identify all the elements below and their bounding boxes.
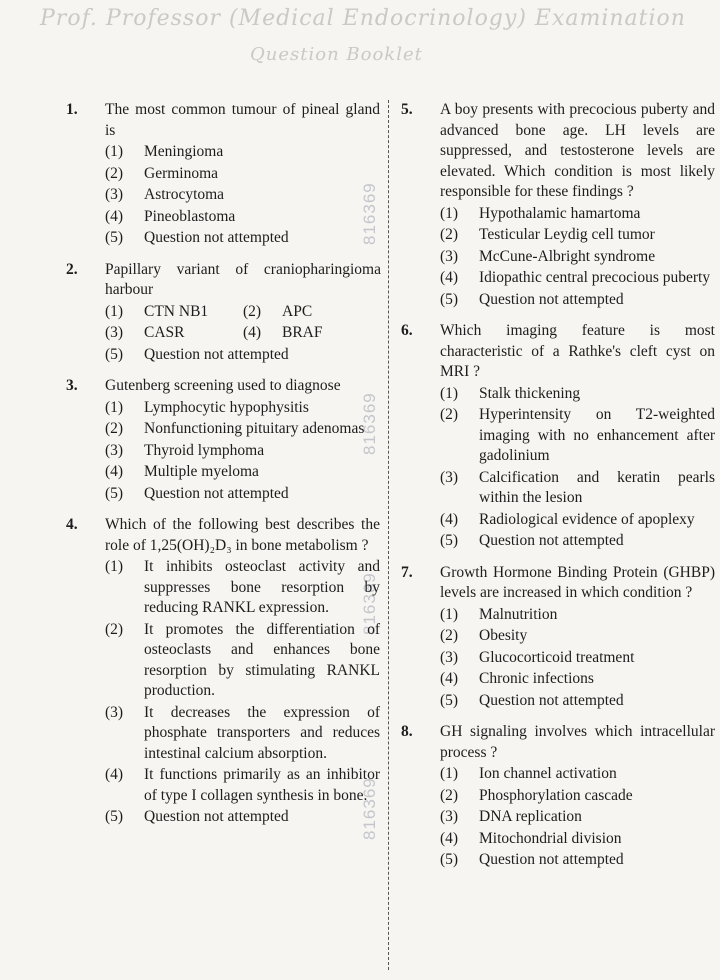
option [105,620,380,702]
option-number: (4) [243,324,262,341]
option [440,626,715,647]
watermark: 816369 [360,777,379,840]
option-number: (1) [105,558,124,575]
option-text: APC [282,302,313,320]
option-text: It inhibits osteoclast activity and suppresses bone resorption by reducing RANKL expression. [144,558,380,616]
option-number: (1) [440,204,459,222]
question-stem: Which of the following best describes the role of 1,25(OH)₂D₃ in bone metabolism ? [105,516,380,554]
option-text: BRAF [282,324,323,341]
option-number: (5) [440,691,459,709]
question-stem: A boy presents with precocious puberty and advanced bone age. LH levels are suppressed, and testosterone levels are elevated. Which condition is most likely responsible for these findings ? [440,101,715,200]
question-stem: The most common tumour of pineal gland is [105,101,380,139]
option-text: Question not attempted [479,691,624,709]
question-8 [401,722,715,871]
option [105,703,380,765]
option-number: (4) [440,269,459,286]
option-text: Chronic infections [479,670,594,687]
option-number: (3) [440,808,459,825]
option [243,323,381,344]
question-2 [66,260,380,366]
option [105,345,381,366]
options-list [105,557,380,828]
option [440,829,715,850]
option-number: (2) [440,406,459,423]
watermark: 816369 [360,182,379,245]
option [440,605,715,626]
option [105,441,380,462]
options-list [105,142,380,249]
option-number: (1) [105,302,124,320]
option [440,468,715,509]
option [440,405,715,467]
question-4 [66,515,380,828]
option-text: Question not attempted [144,484,289,502]
option-number: (3) [440,247,459,265]
option-number: (2) [440,627,459,644]
option-number: (5) [105,345,124,363]
option [440,290,715,311]
option [105,302,243,323]
option-number: (5) [105,808,124,825]
option-text: Lymphocytic hypophysitis [144,398,309,416]
option-text: Hyperintensity on T2-weighted imaging with no enhancement after gadolinium [479,406,715,464]
option-text: McCune-Albright syndrome [479,247,656,265]
option-number: (4) [440,510,459,528]
option-text: Question not attempted [479,290,624,308]
option-number: (4) [105,207,124,225]
option [105,185,380,206]
question-7 [401,563,715,712]
option-number: (2) [105,164,124,182]
column-divider [388,100,389,970]
option [440,531,715,552]
option-text: Stalk thickening [479,384,581,402]
watermark: 816369 [360,392,379,455]
option [440,648,715,669]
watermark: 816369 [360,572,379,635]
option [440,247,715,268]
option [105,462,380,483]
question-5 [401,100,715,310]
option-number: (3) [440,468,459,486]
option-text: Question not attempted [479,851,624,868]
question-number: 4. [66,516,78,533]
option [105,398,380,419]
option [105,207,380,228]
faded-header-line-2: Question Booklet [250,44,423,65]
question-number: 6. [401,322,413,339]
option-number: (2) [105,620,124,638]
option-number: (5) [105,229,124,246]
option-text: CTN NB1 [144,302,209,320]
question-number: 8. [401,723,413,740]
option-number: (4) [440,670,459,687]
left-column [66,100,380,839]
option-number: (5) [440,532,459,549]
option-number: (2) [440,226,459,243]
option [105,557,380,619]
option [440,850,715,871]
option [243,302,381,323]
option-text: Hypothalamic hamartoma [479,204,641,222]
option-text: Germinoma [144,164,219,182]
option-text: Astrocytoma [144,186,225,203]
options-list [440,384,715,552]
option-text: Question not attempted [479,532,624,549]
question-3 [66,376,380,504]
option [105,484,380,505]
option-text: Idiopathic central precocious puberty [479,269,711,286]
option-text: Testicular Leydig cell tumor [479,226,655,243]
option-text: Pineoblastoma [144,207,236,225]
options-list [440,204,715,311]
option [440,669,715,690]
question-stem: GH signaling involves which intracellular process ? [440,723,715,761]
question-number: 2. [66,260,78,278]
option-pair [105,302,381,323]
option [440,764,715,785]
right-column [401,100,715,882]
option [105,228,380,249]
option [105,419,380,440]
option-number: (1) [105,143,124,160]
option-number: (3) [105,703,124,721]
question-1 [66,100,380,249]
option-number: (1) [440,605,459,623]
question-number: 3. [66,377,78,394]
option-text: It decreases the expression of phosphate transporters and reduces intestinal calcium absorption. [144,703,380,762]
option-number: (1) [105,398,124,416]
option-text: It functions primarily as an inhibitor of type I collagen synthesis in bone. [144,766,380,804]
option-number: (5) [440,851,459,868]
option-text: Calcification and keratin pearls within the lesion [479,468,715,506]
option-text: Ion channel activation [479,765,617,782]
option [440,807,715,828]
question-6 [401,321,715,552]
option-text: Nonfunctioning pituitary adenomas [144,420,365,437]
option-text: Meningioma [144,143,224,160]
option-number: (3) [105,324,124,341]
question-number: 7. [401,563,413,581]
option [440,225,715,246]
option-number: (5) [105,484,124,502]
question-stem: Gutenberg screening used to diagnose [105,377,341,394]
question-stem: Papillary variant of craniopharingioma harbour [105,260,381,298]
question-stem: Growth Hormone Binding Protein (GHBP) levels are increased in which condition ? [440,563,715,601]
option-pair [105,323,381,344]
option [440,691,715,712]
option-text: Malnutrition [479,605,558,623]
options-list [440,764,715,871]
option-text: Question not attempted [144,345,289,363]
option-number: (2) [243,302,262,320]
option-text: Phosphorylation cascade [479,786,633,804]
option [105,807,380,828]
option-text: Thyroid lymphoma [144,441,265,459]
options-list [440,605,715,712]
option [105,765,380,806]
option-text: Radiological evidence of apoplexy [479,510,695,528]
option-text: CASR [144,324,185,341]
option-text: Question not attempted [144,229,289,246]
option [440,510,715,531]
option [105,323,243,344]
faded-header-line-1: Prof. Professor (Medical Endocrinology) Examination [40,6,686,31]
option-text: It promotes the differentiation of osteoclasts and enhances bone resorption by stimulating RANKL production. [144,620,380,699]
question-number: 1. [66,101,78,118]
option-text: Mitochondrial division [479,829,622,847]
question-number: 5. [401,101,413,118]
option-text: Question not attempted [144,808,289,825]
option-number: (3) [440,648,459,666]
option-number: (1) [440,765,459,782]
option-number: (3) [105,441,124,459]
option [440,786,715,807]
option-text: DNA replication [479,808,582,825]
option-number: (4) [105,463,124,480]
option [440,204,715,225]
option-number: (3) [105,186,124,203]
question-stem: Which imaging feature is most characteristic of a Rathke's cleft cyst on MRI ? [440,322,715,380]
option-number: (2) [105,420,124,437]
option-text: Glucocorticoid treatment [479,648,635,666]
option-text: Multiple myeloma [144,463,259,480]
option-number: (4) [105,766,124,783]
options-list [105,398,380,505]
option [105,142,380,163]
faded-header [0,0,720,80]
option-number: (2) [440,786,459,804]
option [105,164,380,185]
option-number: (4) [440,829,459,847]
option [440,268,715,289]
option-number: (1) [440,384,459,402]
option-text: Obesity [479,627,528,644]
option-number: (5) [440,290,459,308]
option [440,384,715,405]
